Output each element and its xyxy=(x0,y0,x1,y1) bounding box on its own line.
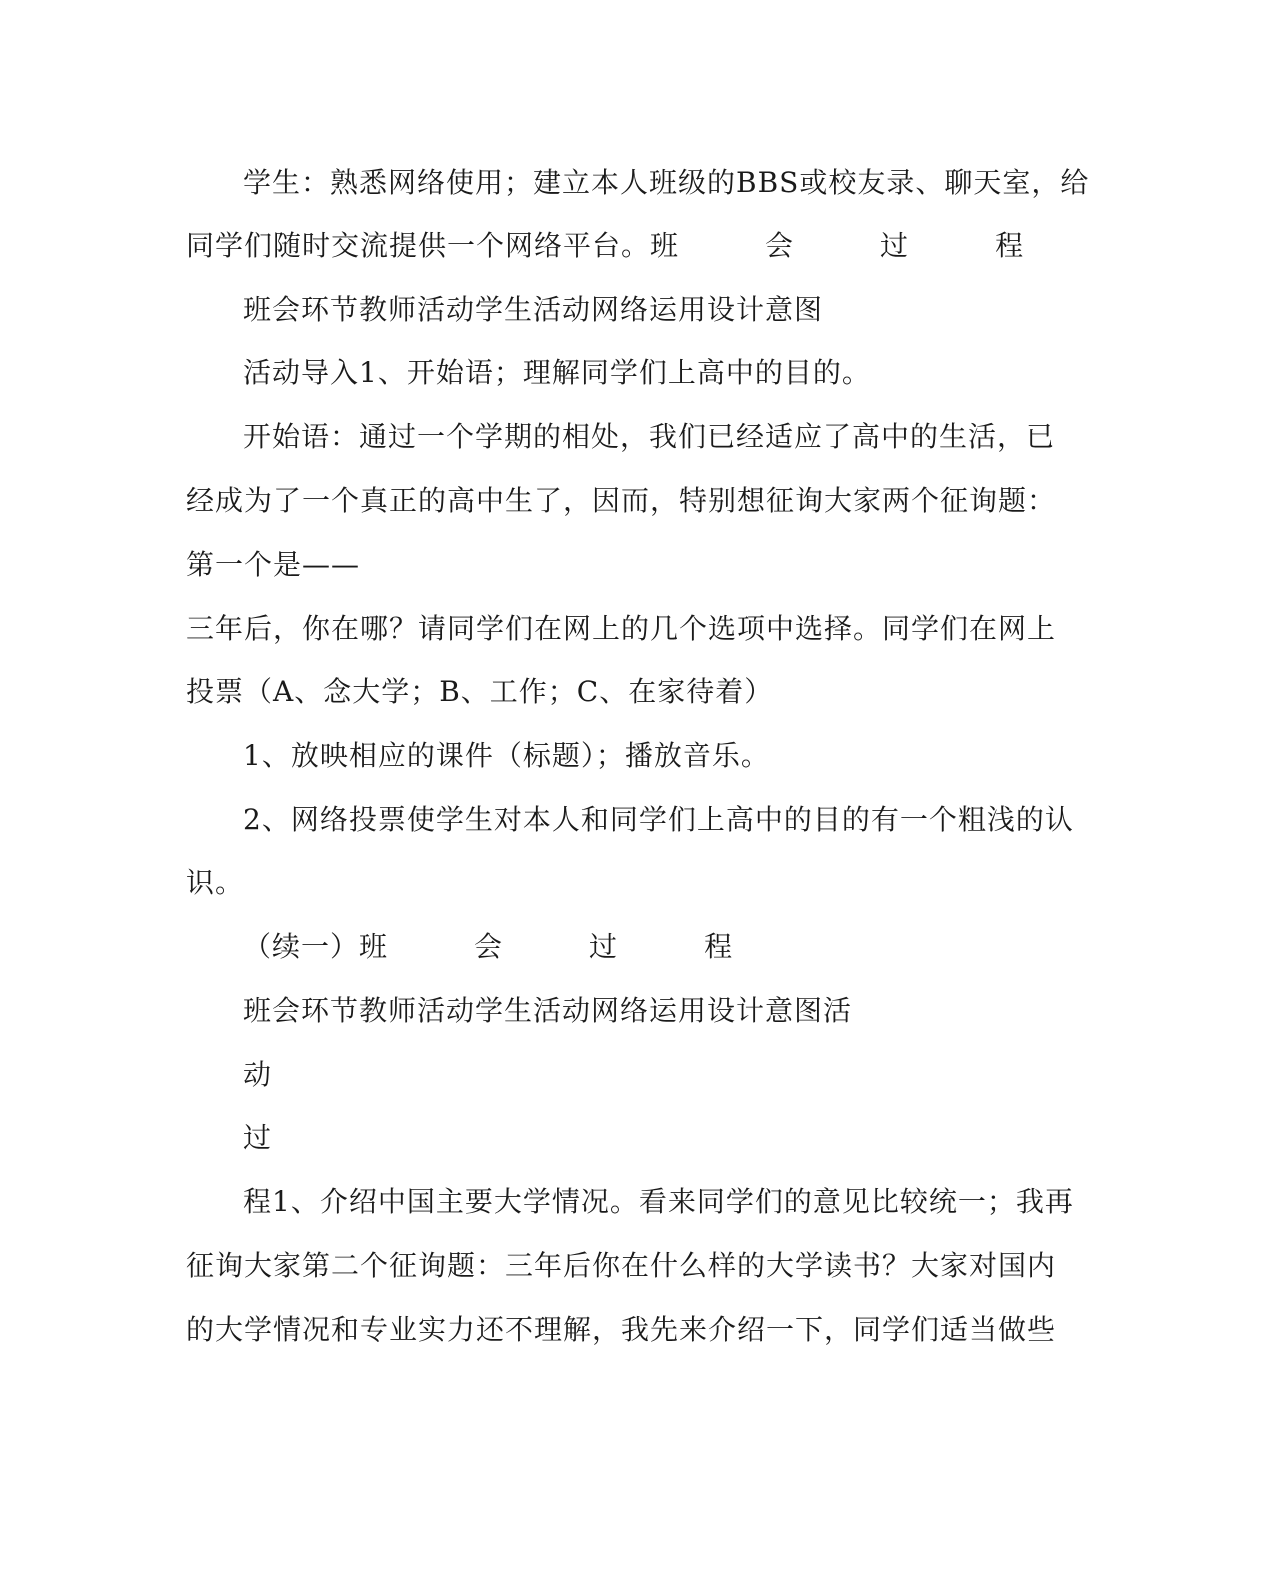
paragraph-line: 活动导入1、开始语；理解同学们上高中的目的。 xyxy=(243,356,871,389)
heading-char-guo: 过 xyxy=(880,229,910,262)
section-heading-line xyxy=(243,927,1123,967)
paragraph-line: 程1、介绍中国主要大学情况。看来同学们的意见比较统一；我再 xyxy=(243,1185,1074,1218)
paragraph-line: 班会环节教师活动学生活动网络运用设计意图活 xyxy=(243,994,853,1027)
paragraph-line: 1、放映相应的课件（标题）；播放音乐。 xyxy=(243,739,770,772)
paragraph-line: 班会环节教师活动学生活动网络运用设计意图 xyxy=(243,293,824,326)
heading-char-hui: 会 xyxy=(765,229,795,262)
paragraph-line: 2、网络投票使学生对本人和同学们上高中的目的有一个粗浅的认 xyxy=(243,803,1074,836)
paragraph-line: 学生：熟悉网络使用；建立本人班级的BBS或校友录、聊天室，给 xyxy=(243,166,1090,199)
paragraph-line: 征询大家第二个征询题：三年后你在什么样的大学读书？大家对国内 xyxy=(186,1249,1057,1282)
heading-char-guo: 过 xyxy=(589,930,619,963)
heading-char-cheng: 程 xyxy=(704,930,734,963)
paragraph-text: 同学们随时交流提供一个网络平台。 xyxy=(186,229,651,262)
heading-char-hui: 会 xyxy=(474,930,504,963)
paragraph-line: 第一个是—— xyxy=(186,548,361,581)
paragraph-line: 经成为了一个真正的高中生了，因而，特别想征询大家两个征询题： xyxy=(186,484,1057,517)
paragraph-line: 识。 xyxy=(186,866,245,899)
paragraph-line: 开始语：通过一个学期的相处，我们已经适应了高中的生活，已 xyxy=(243,420,1056,453)
paragraph-line: 过 xyxy=(243,1121,273,1154)
paragraph-line: 动 xyxy=(243,1058,273,1091)
paragraph-line-with-heading xyxy=(186,226,1066,266)
heading-char-cheng: 程 xyxy=(995,229,1025,262)
paragraph-line: 三年后，你在哪？请同学们在网上的几个选项中选择。同学们在网上 xyxy=(186,612,1057,645)
continuation-label: （续一） xyxy=(243,930,360,963)
paragraph-line: 的大学情况和专业实力还不理解，我先来介绍一下，同学们适当做些 xyxy=(186,1313,1057,1346)
heading-char-ban: 班 xyxy=(359,930,389,963)
paragraph-line: 投票（A、念大学；B、工作；C、在家待着） xyxy=(186,675,774,708)
heading-char-ban: 班 xyxy=(650,229,680,262)
